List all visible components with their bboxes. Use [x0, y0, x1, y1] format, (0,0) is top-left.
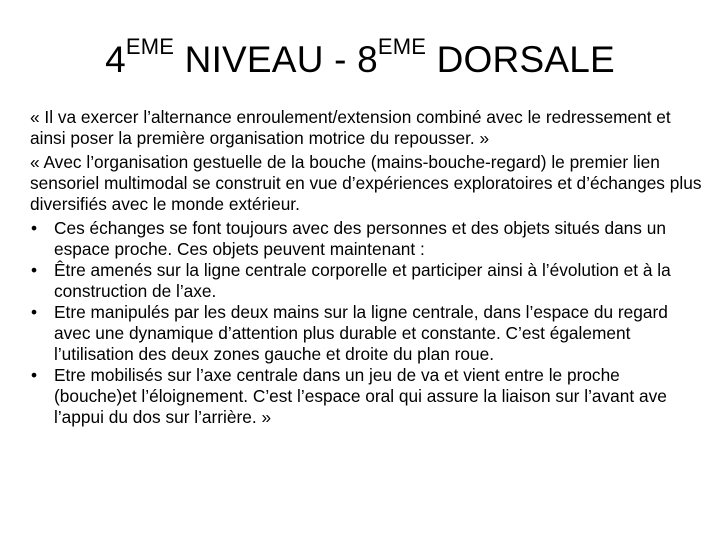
title-part-2: NIVEAU - 8	[174, 39, 378, 80]
bullet-item	[30, 260, 702, 302]
bullet-dot-icon: •	[31, 302, 38, 322]
slide-body	[30, 107, 702, 428]
bullet-list	[30, 218, 702, 428]
bullet-text: Etre manipulés par les deux mains sur la ligne centrale, dans l’espace du regard avec une dynamique d’attention plus durable et constante. C’est également l’utilisation des deux zones gauche et droite du plan roue.	[54, 302, 668, 364]
bullet-dot-icon: •	[31, 218, 38, 238]
slide-title	[0, 34, 720, 81]
title-superscript-2: EME	[377, 34, 427, 59]
bullet-text: Etre mobilisés sur l’axe centrale dans un jeu de va et vient entre le proche (bouche)et l’éloignement. C’est l’espace oral qui assure la liaison sur l’avant ave l’appui du dos sur l’arrière. »	[54, 365, 667, 427]
bullet-dot-icon: •	[31, 260, 38, 280]
title-superscript-1: EME	[125, 34, 175, 59]
bullet-dot-icon: •	[31, 365, 38, 385]
body-paragraph-1: « Il va exercer l’alternance enroulement/extension combiné avec le redressement et ainsi poser la première organisation motrice du repousser. »	[30, 107, 671, 148]
bullet-item	[30, 302, 702, 365]
title-part-1: 4	[105, 39, 126, 80]
bullet-text: Ces échanges se font toujours avec des personnes et des objets situés dans un espace proche. Ces objets peuvent maintenant :	[54, 218, 666, 259]
bullet-item	[30, 218, 702, 260]
bullet-item	[30, 365, 702, 428]
title-part-3: DORSALE	[426, 39, 615, 80]
body-paragraph-2: « Avec l’organisation gestuelle de la bouche (mains-bouche-regard) le premier lien sensoriel multimodal se construit en vue d’expériences exploratoires et d’échanges plus diversifiés avec le monde extérieur.	[30, 152, 702, 214]
bullet-text: Être amenés sur la ligne centrale corporelle et participer ainsi à l’évolution et à la construction de l’axe.	[54, 260, 671, 301]
